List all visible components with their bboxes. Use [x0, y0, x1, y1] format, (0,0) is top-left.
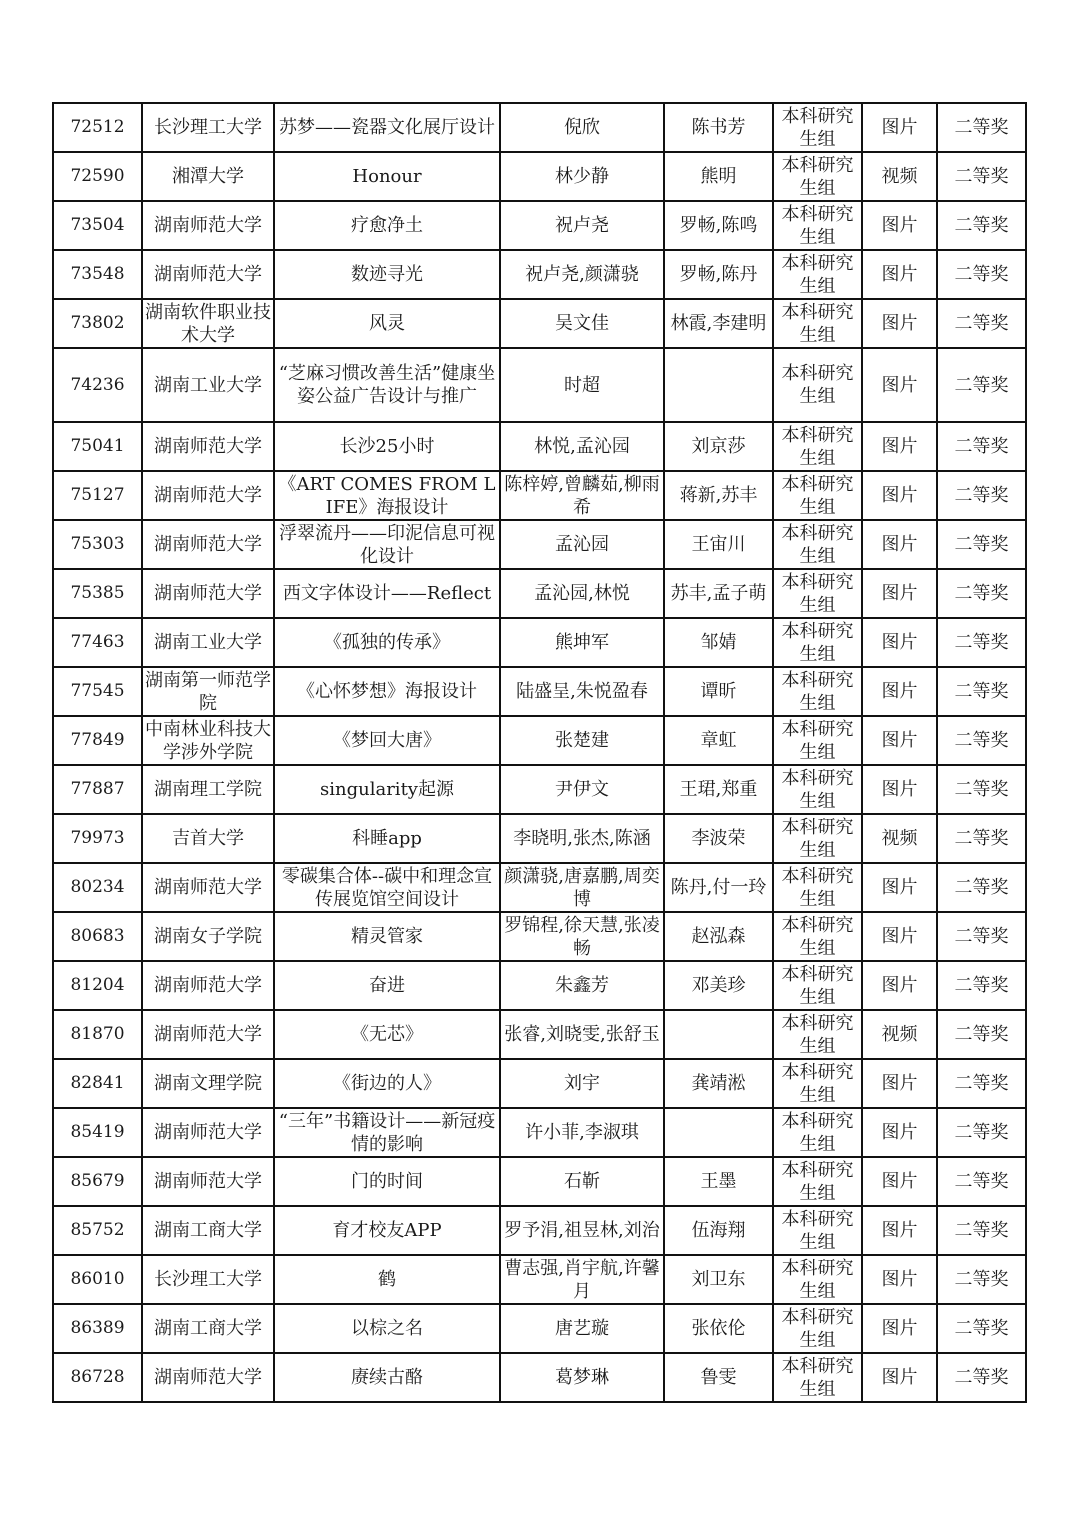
table-row: [53, 1010, 1026, 1059]
authors-cell: 时超: [500, 348, 664, 422]
advisor-cell: 邓美珍: [664, 961, 773, 1010]
work-type-cell: 图片: [862, 1255, 937, 1304]
award-cell: 二等奖: [937, 1010, 1026, 1059]
award-cell: 二等奖: [937, 103, 1026, 152]
entry-id-cell: 73802: [53, 299, 142, 348]
school-cell: 长沙理工大学: [142, 1255, 274, 1304]
award-cell: 二等奖: [937, 1304, 1026, 1353]
work-type-cell: 图片: [862, 201, 937, 250]
authors-cell: 祝卢尧: [500, 201, 664, 250]
award-cell: 二等奖: [937, 667, 1026, 716]
authors-cell: 孟沁园: [500, 520, 664, 569]
award-cell: 二等奖: [937, 618, 1026, 667]
authors-cell: 吴文佳: [500, 299, 664, 348]
work-title-cell: Honour: [274, 152, 500, 201]
group-cell: 本科研究生组: [773, 1059, 862, 1108]
group-cell: 本科研究生组: [773, 814, 862, 863]
group-cell: 本科研究生组: [773, 618, 862, 667]
group-cell: 本科研究生组: [773, 348, 862, 422]
entry-id-cell: 73504: [53, 201, 142, 250]
entry-id-cell: 72512: [53, 103, 142, 152]
award-cell: 二等奖: [937, 1059, 1026, 1108]
entry-id-cell: 86728: [53, 1353, 142, 1402]
work-title-cell: 《孤独的传承》: [274, 618, 500, 667]
table-row: [53, 299, 1026, 348]
group-cell: 本科研究生组: [773, 1353, 862, 1402]
advisor-cell: 罗畅,陈丹: [664, 250, 773, 299]
school-cell: 湖南工商大学: [142, 1206, 274, 1255]
work-type-cell: 图片: [862, 716, 937, 765]
authors-cell: 熊坤军: [500, 618, 664, 667]
work-title-cell: 数迹寻光: [274, 250, 500, 299]
advisor-cell: 龚靖淞: [664, 1059, 773, 1108]
group-cell: 本科研究生组: [773, 250, 862, 299]
work-type-cell: 图片: [862, 103, 937, 152]
work-title-cell: 长沙25小时: [274, 422, 500, 471]
school-cell: 湖南师范大学: [142, 471, 274, 520]
advisor-cell: 赵泓森: [664, 912, 773, 961]
entry-id-cell: 75385: [53, 569, 142, 618]
entry-id-cell: 85679: [53, 1157, 142, 1206]
table-row: [53, 569, 1026, 618]
advisor-cell: [664, 348, 773, 422]
table-row: [53, 765, 1026, 814]
advisor-cell: 刘京莎: [664, 422, 773, 471]
authors-cell: 林少静: [500, 152, 664, 201]
work-type-cell: 图片: [862, 1157, 937, 1206]
work-title-cell: 门的时间: [274, 1157, 500, 1206]
authors-cell: 许小菲,李淑琪: [500, 1108, 664, 1157]
school-cell: 湖南工商大学: [142, 1304, 274, 1353]
entry-id-cell: 77545: [53, 667, 142, 716]
award-cell: 二等奖: [937, 520, 1026, 569]
school-cell: 湖南师范大学: [142, 1353, 274, 1402]
authors-cell: 张楚建: [500, 716, 664, 765]
advisor-cell: 李波荣: [664, 814, 773, 863]
award-cell: 二等奖: [937, 1157, 1026, 1206]
group-cell: 本科研究生组: [773, 667, 862, 716]
table-row: [53, 1353, 1026, 1402]
entry-id-cell: 74236: [53, 348, 142, 422]
entry-id-cell: 86010: [53, 1255, 142, 1304]
work-type-cell: 图片: [862, 1108, 937, 1157]
award-cell: 二等奖: [937, 299, 1026, 348]
award-cell: 二等奖: [937, 1255, 1026, 1304]
school-cell: 湖南师范大学: [142, 1010, 274, 1059]
school-cell: 吉首大学: [142, 814, 274, 863]
work-title-cell: “芝麻习惯改善生活”健康坐姿公益广告设计与推广: [274, 348, 500, 422]
school-cell: 湖南师范大学: [142, 201, 274, 250]
school-cell: 湖南理工学院: [142, 765, 274, 814]
school-cell: 湖南师范大学: [142, 422, 274, 471]
advisor-cell: 陈丹,付一玲: [664, 863, 773, 912]
table-row: [53, 152, 1026, 201]
group-cell: 本科研究生组: [773, 1206, 862, 1255]
group-cell: 本科研究生组: [773, 961, 862, 1010]
entry-id-cell: 73548: [53, 250, 142, 299]
school-cell: 湖南师范大学: [142, 1108, 274, 1157]
authors-cell: 罗锦程,徐天慧,张凌畅: [500, 912, 664, 961]
entry-id-cell: 82841: [53, 1059, 142, 1108]
work-type-cell: 图片: [862, 348, 937, 422]
table-row: [53, 1108, 1026, 1157]
table-row: [53, 471, 1026, 520]
table-row: [53, 1304, 1026, 1353]
work-type-cell: 视频: [862, 1010, 937, 1059]
school-cell: 中南林业科技大学涉外学院: [142, 716, 274, 765]
authors-cell: 尹伊文: [500, 765, 664, 814]
table-row: [53, 422, 1026, 471]
authors-cell: 祝卢尧,颜潇骁: [500, 250, 664, 299]
group-cell: 本科研究生组: [773, 471, 862, 520]
work-title-cell: 西文字体设计——Reflect: [274, 569, 500, 618]
award-cell: 二等奖: [937, 716, 1026, 765]
work-type-cell: 图片: [862, 1304, 937, 1353]
advisor-cell: 张依伦: [664, 1304, 773, 1353]
authors-cell: 朱鑫芳: [500, 961, 664, 1010]
entry-id-cell: 80683: [53, 912, 142, 961]
table-row: [53, 863, 1026, 912]
work-title-cell: 赓续古酪: [274, 1353, 500, 1402]
award-cell: 二等奖: [937, 152, 1026, 201]
award-cell: 二等奖: [937, 961, 1026, 1010]
school-cell: 长沙理工大学: [142, 103, 274, 152]
table-row: [53, 1206, 1026, 1255]
work-type-cell: 图片: [862, 1059, 937, 1108]
award-cell: 二等奖: [937, 863, 1026, 912]
work-type-cell: 图片: [862, 1353, 937, 1402]
authors-cell: 倪欣: [500, 103, 664, 152]
authors-cell: 石靳: [500, 1157, 664, 1206]
advisor-cell: 蒋新,苏丰: [664, 471, 773, 520]
authors-cell: 颜潇骁,唐嘉鹏,周奕博: [500, 863, 664, 912]
work-type-cell: 图片: [862, 569, 937, 618]
entry-id-cell: 81204: [53, 961, 142, 1010]
advisor-cell: 王珺,郑重: [664, 765, 773, 814]
work-title-cell: 《梦回大唐》: [274, 716, 500, 765]
award-cell: 二等奖: [937, 1353, 1026, 1402]
group-cell: 本科研究生组: [773, 1255, 862, 1304]
work-type-cell: 图片: [862, 471, 937, 520]
work-type-cell: 图片: [862, 765, 937, 814]
work-title-cell: 科睡app: [274, 814, 500, 863]
table-row: [53, 103, 1026, 152]
work-type-cell: 图片: [862, 912, 937, 961]
group-cell: 本科研究生组: [773, 152, 862, 201]
authors-cell: 陆盛呈,朱悦盈春: [500, 667, 664, 716]
school-cell: 湘潭大学: [142, 152, 274, 201]
entry-id-cell: 75303: [53, 520, 142, 569]
work-title-cell: 精灵管家: [274, 912, 500, 961]
authors-cell: 唐艺璇: [500, 1304, 664, 1353]
table-body: [53, 103, 1026, 1402]
advisor-cell: 苏丰,孟子萌: [664, 569, 773, 618]
work-title-cell: 《街边的人》: [274, 1059, 500, 1108]
work-title-cell: 《心怀梦想》海报设计: [274, 667, 500, 716]
entry-id-cell: 85752: [53, 1206, 142, 1255]
advisor-cell: 熊明: [664, 152, 773, 201]
award-cell: 二等奖: [937, 569, 1026, 618]
work-title-cell: 以棕之名: [274, 1304, 500, 1353]
school-cell: 湖南第一师范学院: [142, 667, 274, 716]
authors-cell: 罗予涓,祖昱林,刘治: [500, 1206, 664, 1255]
school-cell: 湖南师范大学: [142, 569, 274, 618]
work-title-cell: 浮翠流丹——印泥信息可视化设计: [274, 520, 500, 569]
school-cell: 湖南师范大学: [142, 250, 274, 299]
entry-id-cell: 79973: [53, 814, 142, 863]
entry-id-cell: 86389: [53, 1304, 142, 1353]
table-row: [53, 814, 1026, 863]
advisor-cell: 刘卫东: [664, 1255, 773, 1304]
work-title-cell: singularity起源: [274, 765, 500, 814]
school-cell: 湖南师范大学: [142, 1157, 274, 1206]
table-row: [53, 348, 1026, 422]
authors-cell: 林悦,孟沁园: [500, 422, 664, 471]
work-title-cell: 风灵: [274, 299, 500, 348]
entry-id-cell: 75041: [53, 422, 142, 471]
advisor-cell: 王宙川: [664, 520, 773, 569]
work-title-cell: “三年”书籍设计——新冠疫情的影响: [274, 1108, 500, 1157]
advisor-cell: 谭昕: [664, 667, 773, 716]
work-title-cell: 零碳集合体--碳中和理念宣传展览馆空间设计: [274, 863, 500, 912]
school-cell: 湖南师范大学: [142, 863, 274, 912]
authors-cell: 李晓明,张杰,陈涵: [500, 814, 664, 863]
table-row: [53, 1059, 1026, 1108]
school-cell: 湖南师范大学: [142, 961, 274, 1010]
award-cell: 二等奖: [937, 250, 1026, 299]
advisor-cell: 鲁雯: [664, 1353, 773, 1402]
award-cell: 二等奖: [937, 814, 1026, 863]
group-cell: 本科研究生组: [773, 765, 862, 814]
work-title-cell: 鹤: [274, 1255, 500, 1304]
advisor-cell: [664, 1010, 773, 1059]
work-type-cell: 图片: [862, 961, 937, 1010]
group-cell: 本科研究生组: [773, 1157, 862, 1206]
advisor-cell: 王墨: [664, 1157, 773, 1206]
award-cell: 二等奖: [937, 1108, 1026, 1157]
advisor-cell: 伍海翔: [664, 1206, 773, 1255]
group-cell: 本科研究生组: [773, 863, 862, 912]
table-row: [53, 912, 1026, 961]
work-type-cell: 图片: [862, 667, 937, 716]
work-type-cell: 视频: [862, 152, 937, 201]
work-type-cell: 视频: [862, 814, 937, 863]
award-cell: 二等奖: [937, 765, 1026, 814]
entry-id-cell: 85419: [53, 1108, 142, 1157]
entry-id-cell: 80234: [53, 863, 142, 912]
school-cell: 湖南师范大学: [142, 520, 274, 569]
award-table: [52, 102, 1027, 1403]
work-title-cell: 《无芯》: [274, 1010, 500, 1059]
award-cell: 二等奖: [937, 912, 1026, 961]
entry-id-cell: 77849: [53, 716, 142, 765]
group-cell: 本科研究生组: [773, 299, 862, 348]
school-cell: 湖南工业大学: [142, 348, 274, 422]
advisor-cell: [664, 1108, 773, 1157]
advisor-cell: 林霞,李建明: [664, 299, 773, 348]
work-type-cell: 图片: [862, 422, 937, 471]
group-cell: 本科研究生组: [773, 422, 862, 471]
table-row: [53, 716, 1026, 765]
authors-cell: 刘宇: [500, 1059, 664, 1108]
school-cell: 湖南女子学院: [142, 912, 274, 961]
table-row: [53, 250, 1026, 299]
table-row: [53, 618, 1026, 667]
work-title-cell: 育才校友APP: [274, 1206, 500, 1255]
table-row: [53, 667, 1026, 716]
authors-cell: 张睿,刘晓雯,张舒玉: [500, 1010, 664, 1059]
entry-id-cell: 81870: [53, 1010, 142, 1059]
school-cell: 湖南工业大学: [142, 618, 274, 667]
work-type-cell: 图片: [862, 618, 937, 667]
award-cell: 二等奖: [937, 201, 1026, 250]
work-title-cell: 《ART COMES FROM LIFE》海报设计: [274, 471, 500, 520]
group-cell: 本科研究生组: [773, 912, 862, 961]
table-row: [53, 520, 1026, 569]
school-cell: 湖南软件职业技术大学: [142, 299, 274, 348]
authors-cell: 陈梓婷,曾麟茹,柳雨希: [500, 471, 664, 520]
award-cell: 二等奖: [937, 471, 1026, 520]
work-title-cell: 疗愈净土: [274, 201, 500, 250]
entry-id-cell: 72590: [53, 152, 142, 201]
group-cell: 本科研究生组: [773, 520, 862, 569]
group-cell: 本科研究生组: [773, 569, 862, 618]
award-cell: 二等奖: [937, 1206, 1026, 1255]
work-type-cell: 图片: [862, 863, 937, 912]
entry-id-cell: 77887: [53, 765, 142, 814]
work-type-cell: 图片: [862, 520, 937, 569]
work-title-cell: 奋进: [274, 961, 500, 1010]
table-row: [53, 201, 1026, 250]
group-cell: 本科研究生组: [773, 1010, 862, 1059]
advisor-cell: 罗畅,陈鸣: [664, 201, 773, 250]
advisor-cell: 邹婧: [664, 618, 773, 667]
authors-cell: 曹志强,肖宇航,许馨月: [500, 1255, 664, 1304]
group-cell: 本科研究生组: [773, 1304, 862, 1353]
table-row: [53, 1255, 1026, 1304]
group-cell: 本科研究生组: [773, 103, 862, 152]
work-type-cell: 图片: [862, 299, 937, 348]
advisor-cell: 章虹: [664, 716, 773, 765]
table-row: [53, 1157, 1026, 1206]
table-row: [53, 961, 1026, 1010]
authors-cell: 葛梦琳: [500, 1353, 664, 1402]
award-cell: 二等奖: [937, 348, 1026, 422]
entry-id-cell: 75127: [53, 471, 142, 520]
group-cell: 本科研究生组: [773, 716, 862, 765]
group-cell: 本科研究生组: [773, 1108, 862, 1157]
work-type-cell: 图片: [862, 1206, 937, 1255]
work-title-cell: 苏梦——瓷器文化展厅设计: [274, 103, 500, 152]
work-type-cell: 图片: [862, 250, 937, 299]
group-cell: 本科研究生组: [773, 201, 862, 250]
advisor-cell: 陈书芳: [664, 103, 773, 152]
school-cell: 湖南文理学院: [142, 1059, 274, 1108]
authors-cell: 孟沁园,林悦: [500, 569, 664, 618]
entry-id-cell: 77463: [53, 618, 142, 667]
award-cell: 二等奖: [937, 422, 1026, 471]
